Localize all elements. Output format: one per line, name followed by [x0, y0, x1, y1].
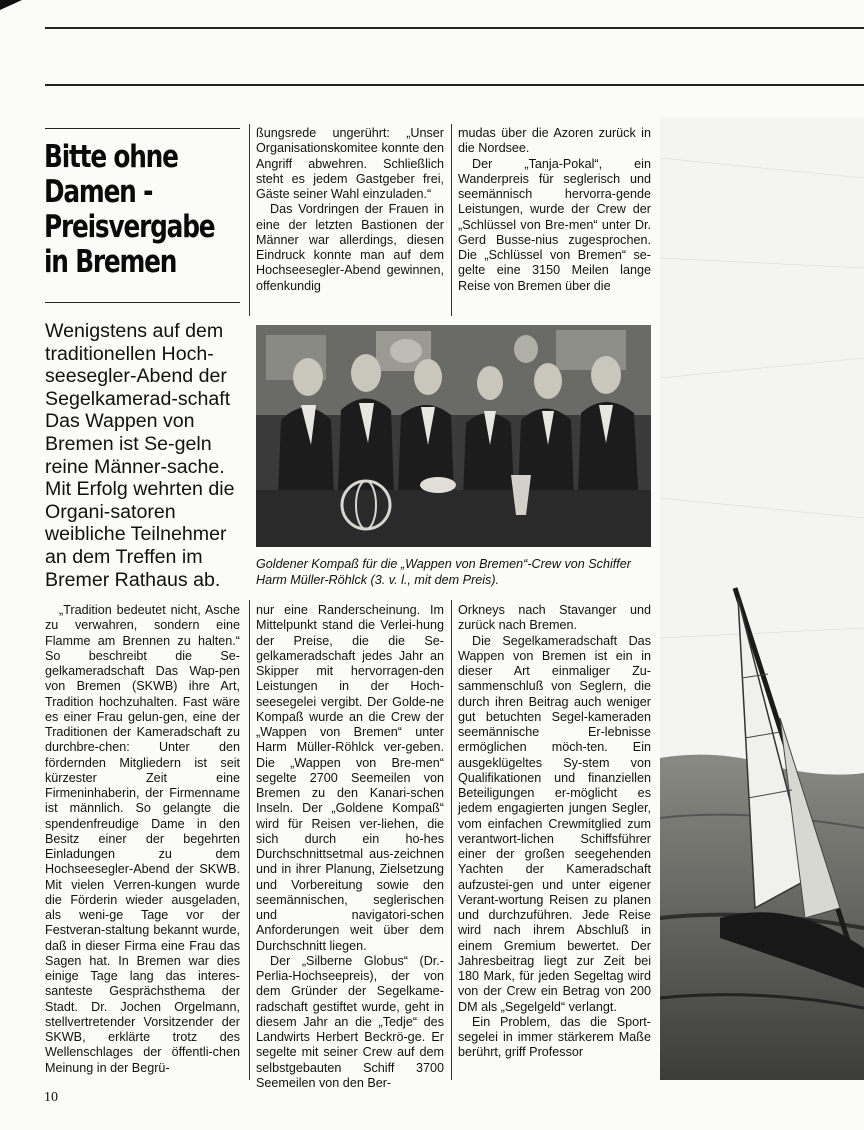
- body-column-1: [45, 603, 240, 1076]
- corner-mark: [0, 0, 22, 10]
- sailing-photo: [660, 118, 864, 1080]
- top-rule-2: [45, 84, 864, 86]
- top-column-3: [458, 126, 651, 294]
- page-number: 10: [44, 1090, 58, 1105]
- top-col2-p2: Das Vordringen der Frauen in eine der letzten Bastionen der Männer war allerdings, diesen Eindruck konnte man auf dem Hochseesegler-Abend gewinnen, offenkundig: [256, 202, 444, 293]
- column-divider-top-1: [249, 124, 250, 316]
- col3-p2: Die Segelkameradschaft Das Wappen von Bremen ist ein in dieser Art einmaliger Zu-sammenschluß von Seglern, die durch ihren Beitrag auch weniger gut betuchten Segel-kameraden seemännische Er-lebnisse ermöglichen möch-ten. Ein ausgeklügeltes Sy-stem von Qualifikationen und finanziellen Beteiligungen er-möglicht es jedem engagierten jungen Segler, vom einfachen Crewmitglied zum verantwort-lichen Schiffsführer einer der großen seegehenden Yachten der Kameradschaft aufzustei-gen und unter eigener Verant-wortung Reisen zu planen und durchzuführen. Jede Reise wird nach ihrem Abschluß in einem Gremium bewertet. Der Jahresbeitrag liegt zur Zeit bei 180 Mark, für jeden Segeltag wird von der Crew ein Betrag von 200 DM als „Segelgeld“ verlangt.: [458, 633, 651, 1014]
- column-divider-bottom-2: [451, 600, 452, 1080]
- column-divider-top-2: [451, 124, 452, 316]
- column-divider-bottom-1: [249, 600, 250, 1080]
- body-column-2: [256, 603, 444, 1091]
- top-col3-p1: mudas über die Azoren zurück in die Nordsee.: [458, 126, 651, 156]
- photo-caption: Goldener Kompaß für die „Wappen von Bremen“-Crew von Schiffer Harm Müller-Röhlck (3. v. l., mit dem Preis).: [256, 557, 631, 587]
- headline: [44, 140, 240, 280]
- top-column-2: [256, 126, 444, 294]
- col1-p1: „Tradition bedeutet nicht, Asche zu verwahren, sondern eine Flamme am Brennen zu halten.“ So beschreibt die Se-gelkameradschaft Das Wap-pen von Bremen (SKWB) ihre Art, Tradition hochzuhalten. Fast wäre es einer Frau gelun-gen, eine der Traditionen der Kameradschaft zu durchbre-chen: Unter den fördernden Mitgliedern ist seit kürzester Zeit eine Firmeninhaberin, der Firmenname ist männlich. So gelangte die spendenfreudige Dame in den Besitz einer der begehrten Einladungen zu dem Hochseesegler-Abend der SKWB. Mit vielen Verren-kungen wurde die Förderin wieder ausgeladen, als weni-ge Tage vor der Festveran-staltung bekannt wurde, daß in dieser Firma eine Frau das Sagen hat. In Bremen war dies einige Tage lang das interes-santeste Gesprächsthema der Stadt. Dr. Jochen Orgelmann, stellvertretender Vorsitzender der SKWB, erklärte trotz des Wellenschlages der öffentli-chen Meinung in der Begrü-: [45, 603, 240, 1075]
- top-col3-p2: Der „Tanja-Pokal“, ein Wanderpreis für seglerisch und seemännisch hervorra-gende Leistungen, wurde der Crew der „Schlüssel von Bre-men“ unter Dr. Gerd Busse-nius zugesprochen. Die „Schlüssel von Bremen“ se-gelte eine 3150 Meilen lange Reise von Bremen über die: [458, 156, 651, 293]
- award-photo-image: [256, 325, 651, 547]
- headline-bottom-rule: [45, 302, 240, 303]
- top-rule-1: [45, 27, 864, 29]
- headline-line-3: Preisvergabe: [44, 209, 215, 245]
- headline-top-rule: [45, 128, 240, 129]
- col2-p2: Der „Silberne Globus“ (Dr.-Perlia-Hochseepreis), der von dem Gründer der Segelkame-radschaft gestiftet wurde, geht in diesem Jahr an die „Tedje“ des Landwirts Herbert Beckrö-ge. Er segelte mit seiner Crew auf dem selbstgebauten Schiff 3700 Seemeilen von den Ber-: [256, 953, 444, 1090]
- headline-line-4: in Bremen: [44, 244, 177, 280]
- body-column-3: [458, 603, 651, 1061]
- col3-p3: Ein Problem, das die Sport-segelei in immer stärkerem Maße berührt, griff Professor: [458, 1014, 651, 1060]
- sailing-photo-image: [660, 118, 864, 1080]
- col2-p1: nur eine Randerscheinung. Im Mittelpunkt stand die Verlei-hung der Preise, die die Se-gelkameradschaft jedes Jahr an Skipper mit hervorragen-den Leistungen in der Hoch-seesegelei vergibt. Der Golde-ne Kompaß wurde an die Crew der „Wappen von Bremen“ unter Harm Müller-Röhlck ver-geben. Die „Wappen von Bre-men“ segelte 2700 Seemeilen von Bremen zu den Kanari-schen Inseln. Der „Goldene Kompaß“ wird für Reisen ver-liehen, die sich durch ein ho-hes Durchschnittsetmal aus-zeichnen und in ihrer Planung, Zielsetzung und Vorbereitung sowie den seemännischen, seglerischen und navigatori-schen Anforderungen weit über dem Durchschnitt liegen.: [256, 603, 444, 953]
- award-photo: [256, 325, 651, 547]
- col3-p1: Orkneys nach Stavanger und zurück nach Bremen.: [458, 603, 651, 633]
- top-col2-p1: ßungsrede ungerührt: „Unser Organisationskomitee konnte den Angriff abwehren. Schließlich steht es jedem Gastgeber frei, Gäste seiner Wahl einzuladen.“: [256, 126, 444, 201]
- intro-paragraph: Wenigstens auf dem traditionellen Hoch-seesegler-Abend der Segelkamerad-schaft Das Wappen von Bremen ist Se-geln reine Männer-sache. Mit Erfolg wehrten die Organi-satoren weibliche Teilnehmer an dem Treffen im Bremer Rathaus ab.: [45, 320, 235, 591]
- headline-line-2: Damen -: [44, 174, 153, 210]
- headline-line-1: Bitte ohne: [44, 139, 178, 175]
